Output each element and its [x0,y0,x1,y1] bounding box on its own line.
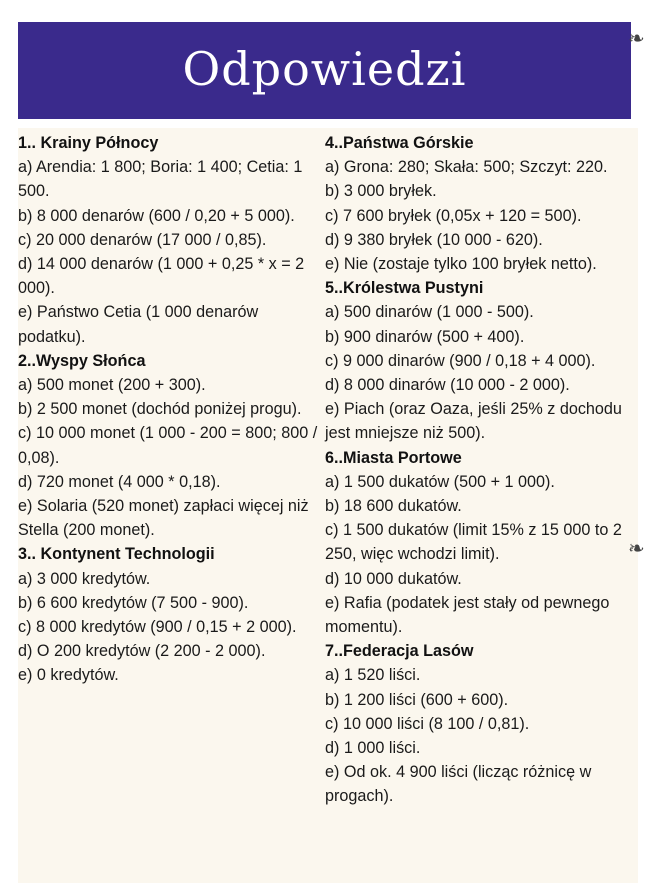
answer-line: d) 14 000 denarów (1 000 + 0,25 * x = 2 000). [18,255,309,298]
answer-line: c) 10 000 monet (1 000 - 200 = 800; 800 / 0,08). [18,424,322,467]
answer-line: e) Nie (zostaje tylko 100 bryłek netto). [325,255,597,274]
section-wyspy-slonca [18,349,325,543]
answer-line: d) 720 monet (4 000 * 0,18). [18,472,221,491]
answer-line: a) 3 000 kredytów. [18,569,151,588]
answer-line: b) 6 600 kredytów (7 500 - 900). [18,593,249,612]
section-miasta-portowe [325,446,638,640]
answer-line: c) 8 000 kredytów (900 / 0,15 + 2 000). [18,618,297,637]
answer-line: a) 1 520 liści. [325,666,421,685]
section-federacja-lasow [325,639,638,808]
answer-line: d) 1 000 liści. [325,739,421,758]
swirl-ornament-icon: ❧ [628,536,645,560]
section-title: 4..Państwa Górskie [325,134,474,152]
answer-line: b) 3 000 bryłek. [325,182,437,201]
section-title: 1.. Krainy Północy [18,134,159,152]
answer-line: c) 1 500 dukatów (limit 15% z 15 000 to 2 250, więc wchodzi limit). [325,521,627,564]
page-title: Odpowiedzi [182,41,467,96]
answer-line: b) 1 200 liści (600 + 600). [325,690,509,709]
answer-line: a) Arendia: 1 800; Boria: 1 400; Cetia: 1 500. [18,158,307,201]
title-banner [18,22,631,119]
section-title: 6..Miasta Portowe [325,448,462,467]
answer-line: e) Od ok. 4 900 liści (licząc różnicę w progach). [325,763,596,806]
answer-line: a) 500 dinarów (1 000 - 500). [325,303,534,322]
answer-line: a) Grona: 280; Skała: 500; Szczyt: 220. [325,158,608,177]
answer-line: e) Piach (oraz Oaza, jeśli 25% z dochodu jest mniejsze niż 500). [325,400,627,443]
answer-line: d) 10 000 dukatów. [325,569,462,588]
answer-line: c) 10 000 liści (8 100 / 0,81). [325,714,530,733]
answer-line: e) 0 kredytów. [18,666,119,685]
answer-line: b) 18 600 dukatów. [325,497,462,516]
answer-line: e) Państwo Cetia (1 000 denarów podatku). [18,303,263,346]
answer-line: c) 7 600 bryłek (0,05x + 120 = 500). [325,206,582,225]
section-title: 7..Federacja Lasów [325,642,474,661]
answers-column-left [18,131,325,688]
section-panstwa-gorskie [325,131,638,276]
section-kontynent-technologii [18,542,325,687]
section-title: 2..Wyspy Słońca [18,351,146,370]
section-title: 5..Królestwa Pustyni [325,279,484,298]
section-krainy-polnocy [18,131,325,349]
answer-line: b) 8 000 denarów (600 / 0,20 + 5 000). [18,206,295,225]
swirl-ornament-icon: ❧ [628,26,645,50]
answer-line: b) 900 dinarów (500 + 400). [325,327,525,346]
answer-line: d) 9 380 bryłek (10 000 - 620). [325,230,543,249]
answer-line: d) 8 000 dinarów (10 000 - 2 000). [325,376,570,395]
answer-line: e) Solaria (520 monet) zapłaci więcej niż Stella (200 monet). [18,497,314,540]
answers-column-right [325,131,638,809]
section-krolestwa-pustyni [325,276,638,445]
answer-line: d) O 200 kredytów (2 200 - 2 000). [18,642,266,661]
answer-line: b) 2 500 monet (dochód poniżej progu). [18,400,302,419]
answer-line: c) 9 000 dinarów (900 / 0,18 + 4 000). [325,351,596,370]
section-title: 3.. Kontynent Technologii [18,545,215,564]
answer-line: c) 20 000 denarów (17 000 / 0,85). [18,230,267,249]
answer-line: a) 500 monet (200 + 300). [18,376,206,395]
answer-line: e) Rafia (podatek jest stały od pewnego momentu). [325,593,614,637]
answer-line: a) 1 500 dukatów (500 + 1 000). [325,472,555,491]
